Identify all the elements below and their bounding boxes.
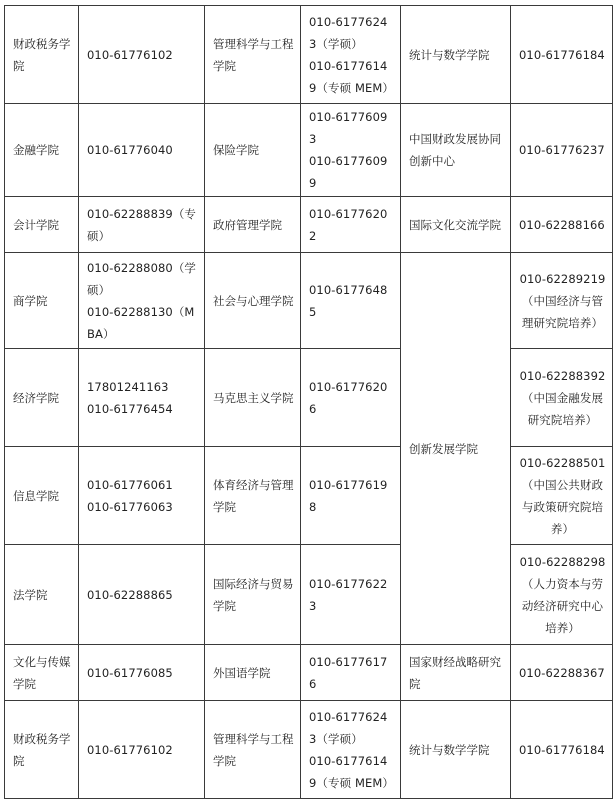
phone-number: 010-61776202 [301,197,401,253]
phone-number: 010-61776040 [79,104,205,197]
college-name: 国际经济与贸易学院 [205,545,301,645]
phone-number: 010-61776485 [301,253,401,349]
phone-number: 010-61776102 [79,701,205,799]
phone-number: 010-61776184 [511,701,613,799]
college-name: 管理科学与工程学院 [205,6,301,104]
college-name: 中国财政发展协同创新中心 [401,104,511,197]
phone-number: 010-61776093 010-61776099 [301,104,401,197]
college-name: 统计与数学学院 [401,6,511,104]
phone-number: 17801241163 010-61776454 [79,349,205,447]
phone-number: 010-61776243（学硕） 010-61776149（专硕 MEM） [301,701,401,799]
phone-number: 010-61776184 [511,6,613,104]
phone-number: 010-61776085 [79,645,205,701]
college-name: 财政税务学院 [5,6,79,104]
college-name: 商学院 [5,253,79,349]
phone-number: 010-61776206 [301,349,401,447]
college-name: 社会与心理学院 [205,253,301,349]
phone-number: 010-62288839（专硕） [79,197,205,253]
college-name: 保险学院 [205,104,301,197]
table-row [5,6,613,104]
college-name: 体育经济与管理学院 [205,447,301,545]
phone-number: 010-61776243（学硕） 010-61776149（专硕 MEM） [301,6,401,104]
phone-number: 010-61776237 [511,104,613,197]
phone-number: 010-62288865 [79,545,205,645]
college-name: 法学院 [5,545,79,645]
phone-number: 010-62288298（人力资本与劳动经济研究中心培养） [511,545,613,645]
phone-number: 010-61776061 010-61776063 [79,447,205,545]
phone-number: 010-62288392（中国金融发展研究院培养） [511,349,613,447]
table-row [5,545,613,645]
college-name: 文化与传媒学院 [5,645,79,701]
college-name: 金融学院 [5,104,79,197]
phone-number: 010-61776198 [301,447,401,545]
phone-number: 010-62288501（中国公共财政与政策研究院培养） [511,447,613,545]
table-row [5,447,613,545]
phone-number: 010-62288166 [511,197,613,253]
phone-number: 010-62288080（学硕） 010-62288130（MBA） [79,253,205,349]
college-name: 马克思主义学院 [205,349,301,447]
table-row [5,104,613,197]
college-name: 外国语学院 [205,645,301,701]
college-name: 政府管理学院 [205,197,301,253]
college-name: 信息学院 [5,447,79,545]
college-name: 财政税务学院 [5,701,79,799]
phone-number: 010-62288367 [511,645,613,701]
college-name: 国家财经战略研究院 [401,645,511,701]
college-name: 国际文化交流学院 [401,197,511,253]
table-row [5,349,613,447]
college-name: 会计学院 [5,197,79,253]
table-row [5,253,613,349]
phone-number: 010-61776223 [301,545,401,645]
college-name-merged: 创新发展学院 [401,253,511,645]
college-name: 管理科学与工程学院 [205,701,301,799]
table-row [5,645,613,701]
table-row [5,701,613,799]
phone-number: 010-61776176 [301,645,401,701]
college-name: 统计与数学学院 [401,701,511,799]
table-row [5,197,613,253]
phone-number: 010-61776102 [79,6,205,104]
contact-table [4,5,613,799]
phone-number: 010-62289219（中国经济与管理研究院培养） [511,253,613,349]
college-name: 经济学院 [5,349,79,447]
